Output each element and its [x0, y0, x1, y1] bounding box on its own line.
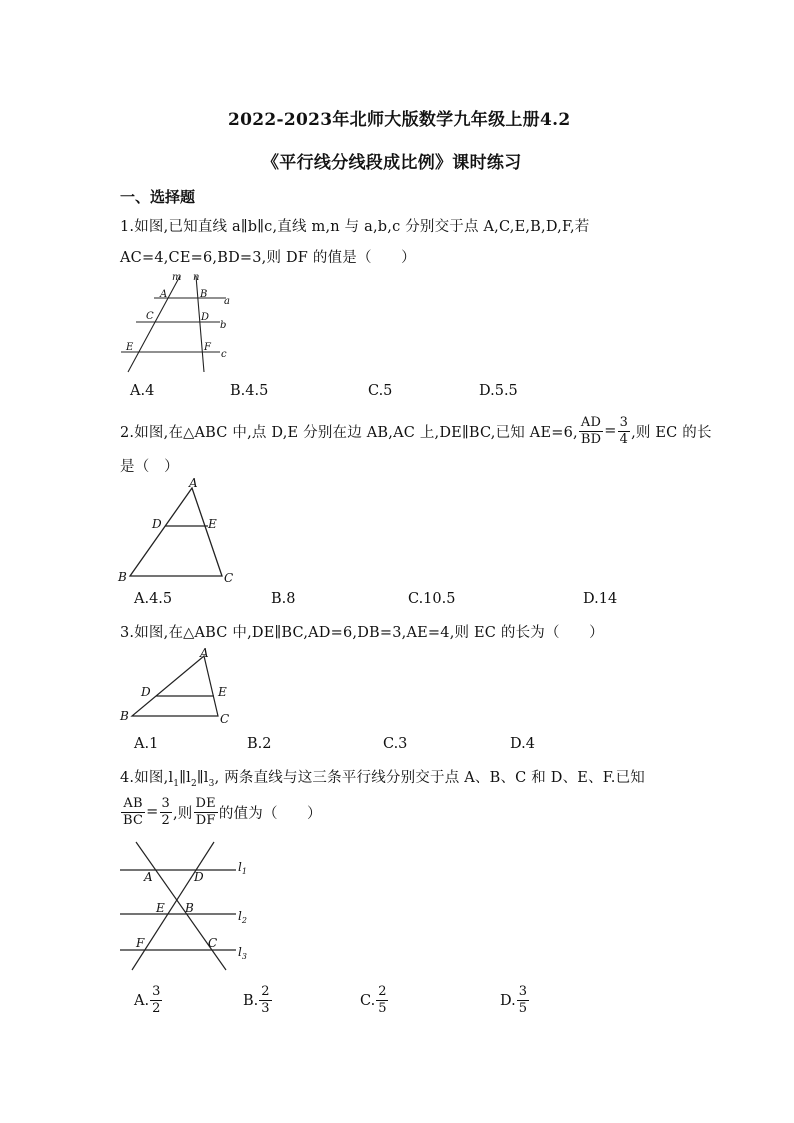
q4-option-b-num: 2: [261, 984, 270, 999]
q4-fraction-3-2: [160, 796, 172, 829]
fig1-label-c: c: [221, 349, 227, 360]
q4-equals: =: [146, 804, 159, 820]
q4-option-b-letter: B.: [243, 992, 259, 1009]
fig4-label-l3: [238, 945, 247, 961]
q2-option-a[interactable]: A.4.5: [134, 591, 173, 607]
q1-option-a[interactable]: A.4: [130, 383, 155, 399]
fig2-label-D: D: [152, 517, 162, 531]
q4-option-a[interactable]: [134, 984, 163, 1017]
q4-par1: ∥l: [179, 770, 191, 786]
page-title: 2022-2023年北师大版数学九年级上册4.2: [228, 110, 571, 130]
fig2-label-A: A: [189, 476, 198, 490]
q4-option-a-fraction: [150, 984, 162, 1017]
fig1-label-D: D: [201, 312, 210, 323]
q3-option-a[interactable]: A.1: [134, 736, 159, 752]
fig1-label-A: A: [160, 289, 168, 300]
fig4-label-l1: [238, 860, 247, 876]
fig3-label-D: D: [141, 685, 151, 699]
q2-text-line1: [120, 413, 712, 449]
fig1-label-E: E: [126, 342, 134, 353]
q3-text-line1: 3.如图,在△ABC 中,DE∥BC,AD=6,DB=3,AE=4,则 EC 的长为（ ）: [120, 625, 604, 641]
fig4-label-D: D: [194, 870, 204, 884]
q2-text-before: 2.如图,在△ABC 中,点 D,E 分别在边 AB,AC 上,DE∥BC,已知 AE=6,: [120, 424, 578, 441]
q4-par2: ∥l: [196, 770, 209, 786]
fig4-label-l2-letter: l: [238, 909, 242, 923]
fig4-label-l3-sub: 3: [241, 952, 247, 961]
line-def: [132, 842, 214, 970]
q4-frac1-den: BC: [123, 812, 144, 828]
q4-option-c[interactable]: [360, 984, 389, 1017]
q4-line1-rest: , 两条直线与这三条平行线分别交于点 A、B、C 和 D、E、F.已知: [214, 770, 645, 786]
q4-option-a-num: 3: [152, 984, 161, 999]
q2-text-line2: 是（ ）: [120, 459, 179, 475]
fig3-label-B: B: [120, 709, 129, 723]
q4-prefix: 4.如图,l: [120, 770, 174, 786]
q2-frac1-den: BD: [580, 431, 602, 447]
q4-frac2-num: 3: [161, 795, 170, 811]
q4-option-c-letter: C.: [360, 992, 376, 1009]
q4-figure: [114, 836, 260, 976]
fig2-label-C: C: [224, 571, 234, 585]
q1-figure: [116, 270, 246, 380]
section-heading: 一、选择题: [120, 188, 196, 206]
q4-frac2-den: 2: [161, 812, 170, 828]
q2-option-b[interactable]: B.8: [271, 591, 296, 607]
q4-option-b-fraction: [259, 984, 271, 1017]
q2-equals: =: [604, 423, 617, 439]
line-m: [128, 276, 180, 372]
fig4-label-l2: [238, 909, 247, 925]
line-abc: [136, 842, 226, 970]
fig4-label-E: E: [156, 901, 165, 915]
q2-fraction-ad-bd: [579, 415, 603, 448]
q4-mid: ,则: [173, 805, 193, 822]
fig2-label-E: E: [208, 517, 217, 531]
q4-option-c-num: 2: [378, 984, 387, 999]
page-subtitle: 《平行线分线段成比例》课时练习: [262, 153, 522, 173]
q4-sub2: 2: [190, 778, 197, 789]
fig4-label-F: F: [136, 936, 145, 950]
fig1-label-a: a: [224, 296, 230, 307]
q1-text-line1: 1.如图,已知直线 a∥b∥c,直线 m,n 与 a,b,c 分别交于点 A,C,E,B,D,F,若: [120, 219, 590, 235]
q1-option-c[interactable]: C.5: [368, 383, 393, 399]
fig3-label-C: C: [220, 712, 230, 726]
fig4-label-l1-sub: 1: [241, 867, 247, 876]
q2-triangle-abc: [130, 488, 222, 576]
fig1-label-n: n: [193, 272, 200, 283]
q2-frac2-den: 4: [619, 431, 629, 447]
q2-text-after: ,则 EC 的长: [631, 424, 712, 441]
q4-option-a-den: 2: [152, 1001, 161, 1016]
q3-option-c[interactable]: C.3: [383, 736, 408, 752]
q2-fraction-3-4: [618, 415, 630, 448]
q4-frac3-num: DE: [195, 795, 216, 811]
fig3-label-E: E: [218, 685, 227, 699]
q4-text-line1: [120, 766, 645, 789]
fig3-label-A: A: [200, 646, 209, 660]
fig4-label-l2-sub: 2: [241, 916, 247, 925]
q2-option-c[interactable]: C.10.5: [408, 591, 456, 607]
q4-fraction-ab-bc: [121, 796, 145, 829]
q1-text-line2: AC=4,CE=6,BD=3,则 DF 的值是（ ）: [120, 250, 416, 266]
q4-option-c-den: 5: [378, 1001, 387, 1016]
q2-figure: [114, 474, 244, 586]
fig4-label-B: B: [185, 901, 194, 915]
q3-figure: [114, 644, 240, 730]
q4-sub1: 1: [173, 778, 180, 789]
q4-option-d-num: 3: [518, 984, 527, 999]
q3-option-b[interactable]: B.2: [247, 736, 272, 752]
q4-frac3-den: DF: [195, 812, 216, 828]
q4-option-d-fraction: [517, 984, 529, 1017]
q4-tail: 的值为（ ）: [218, 805, 322, 822]
q4-text-line2: [120, 794, 322, 830]
q1-option-d[interactable]: D.5.5: [479, 383, 518, 399]
q4-frac1-num: AB: [121, 796, 145, 813]
q4-option-b-den: 3: [261, 1001, 270, 1016]
q4-sub3: 3: [208, 778, 215, 789]
fig4-label-A: A: [144, 870, 153, 884]
q4-option-d-den: 5: [518, 1001, 527, 1016]
q4-option-c-fraction: [376, 984, 388, 1017]
fig4-label-C: C: [208, 936, 218, 950]
q4-fraction-de-df: [194, 796, 218, 829]
fig1-label-C: C: [146, 311, 154, 322]
fig1-label-F: F: [204, 342, 211, 353]
q4-option-d-letter: D.: [500, 992, 516, 1009]
fig4-label-l3-letter: l: [238, 945, 242, 959]
q4-option-d[interactable]: [500, 984, 530, 1017]
q1-option-b[interactable]: B.4.5: [230, 383, 269, 399]
q3-option-d[interactable]: D.4: [510, 736, 535, 752]
fig1-label-m: m: [172, 272, 182, 283]
q2-frac1-num: AD: [579, 415, 603, 432]
q2-frac2-num: 3: [619, 414, 629, 430]
fig1-label-b: b: [220, 320, 227, 331]
fig4-label-l1-letter: l: [238, 860, 242, 874]
q4-option-a-letter: A.: [134, 992, 150, 1009]
fig2-label-B: B: [118, 570, 127, 584]
q4-option-b[interactable]: [243, 984, 273, 1017]
fig1-label-B: B: [200, 289, 208, 300]
q2-option-d[interactable]: D.14: [583, 591, 618, 607]
